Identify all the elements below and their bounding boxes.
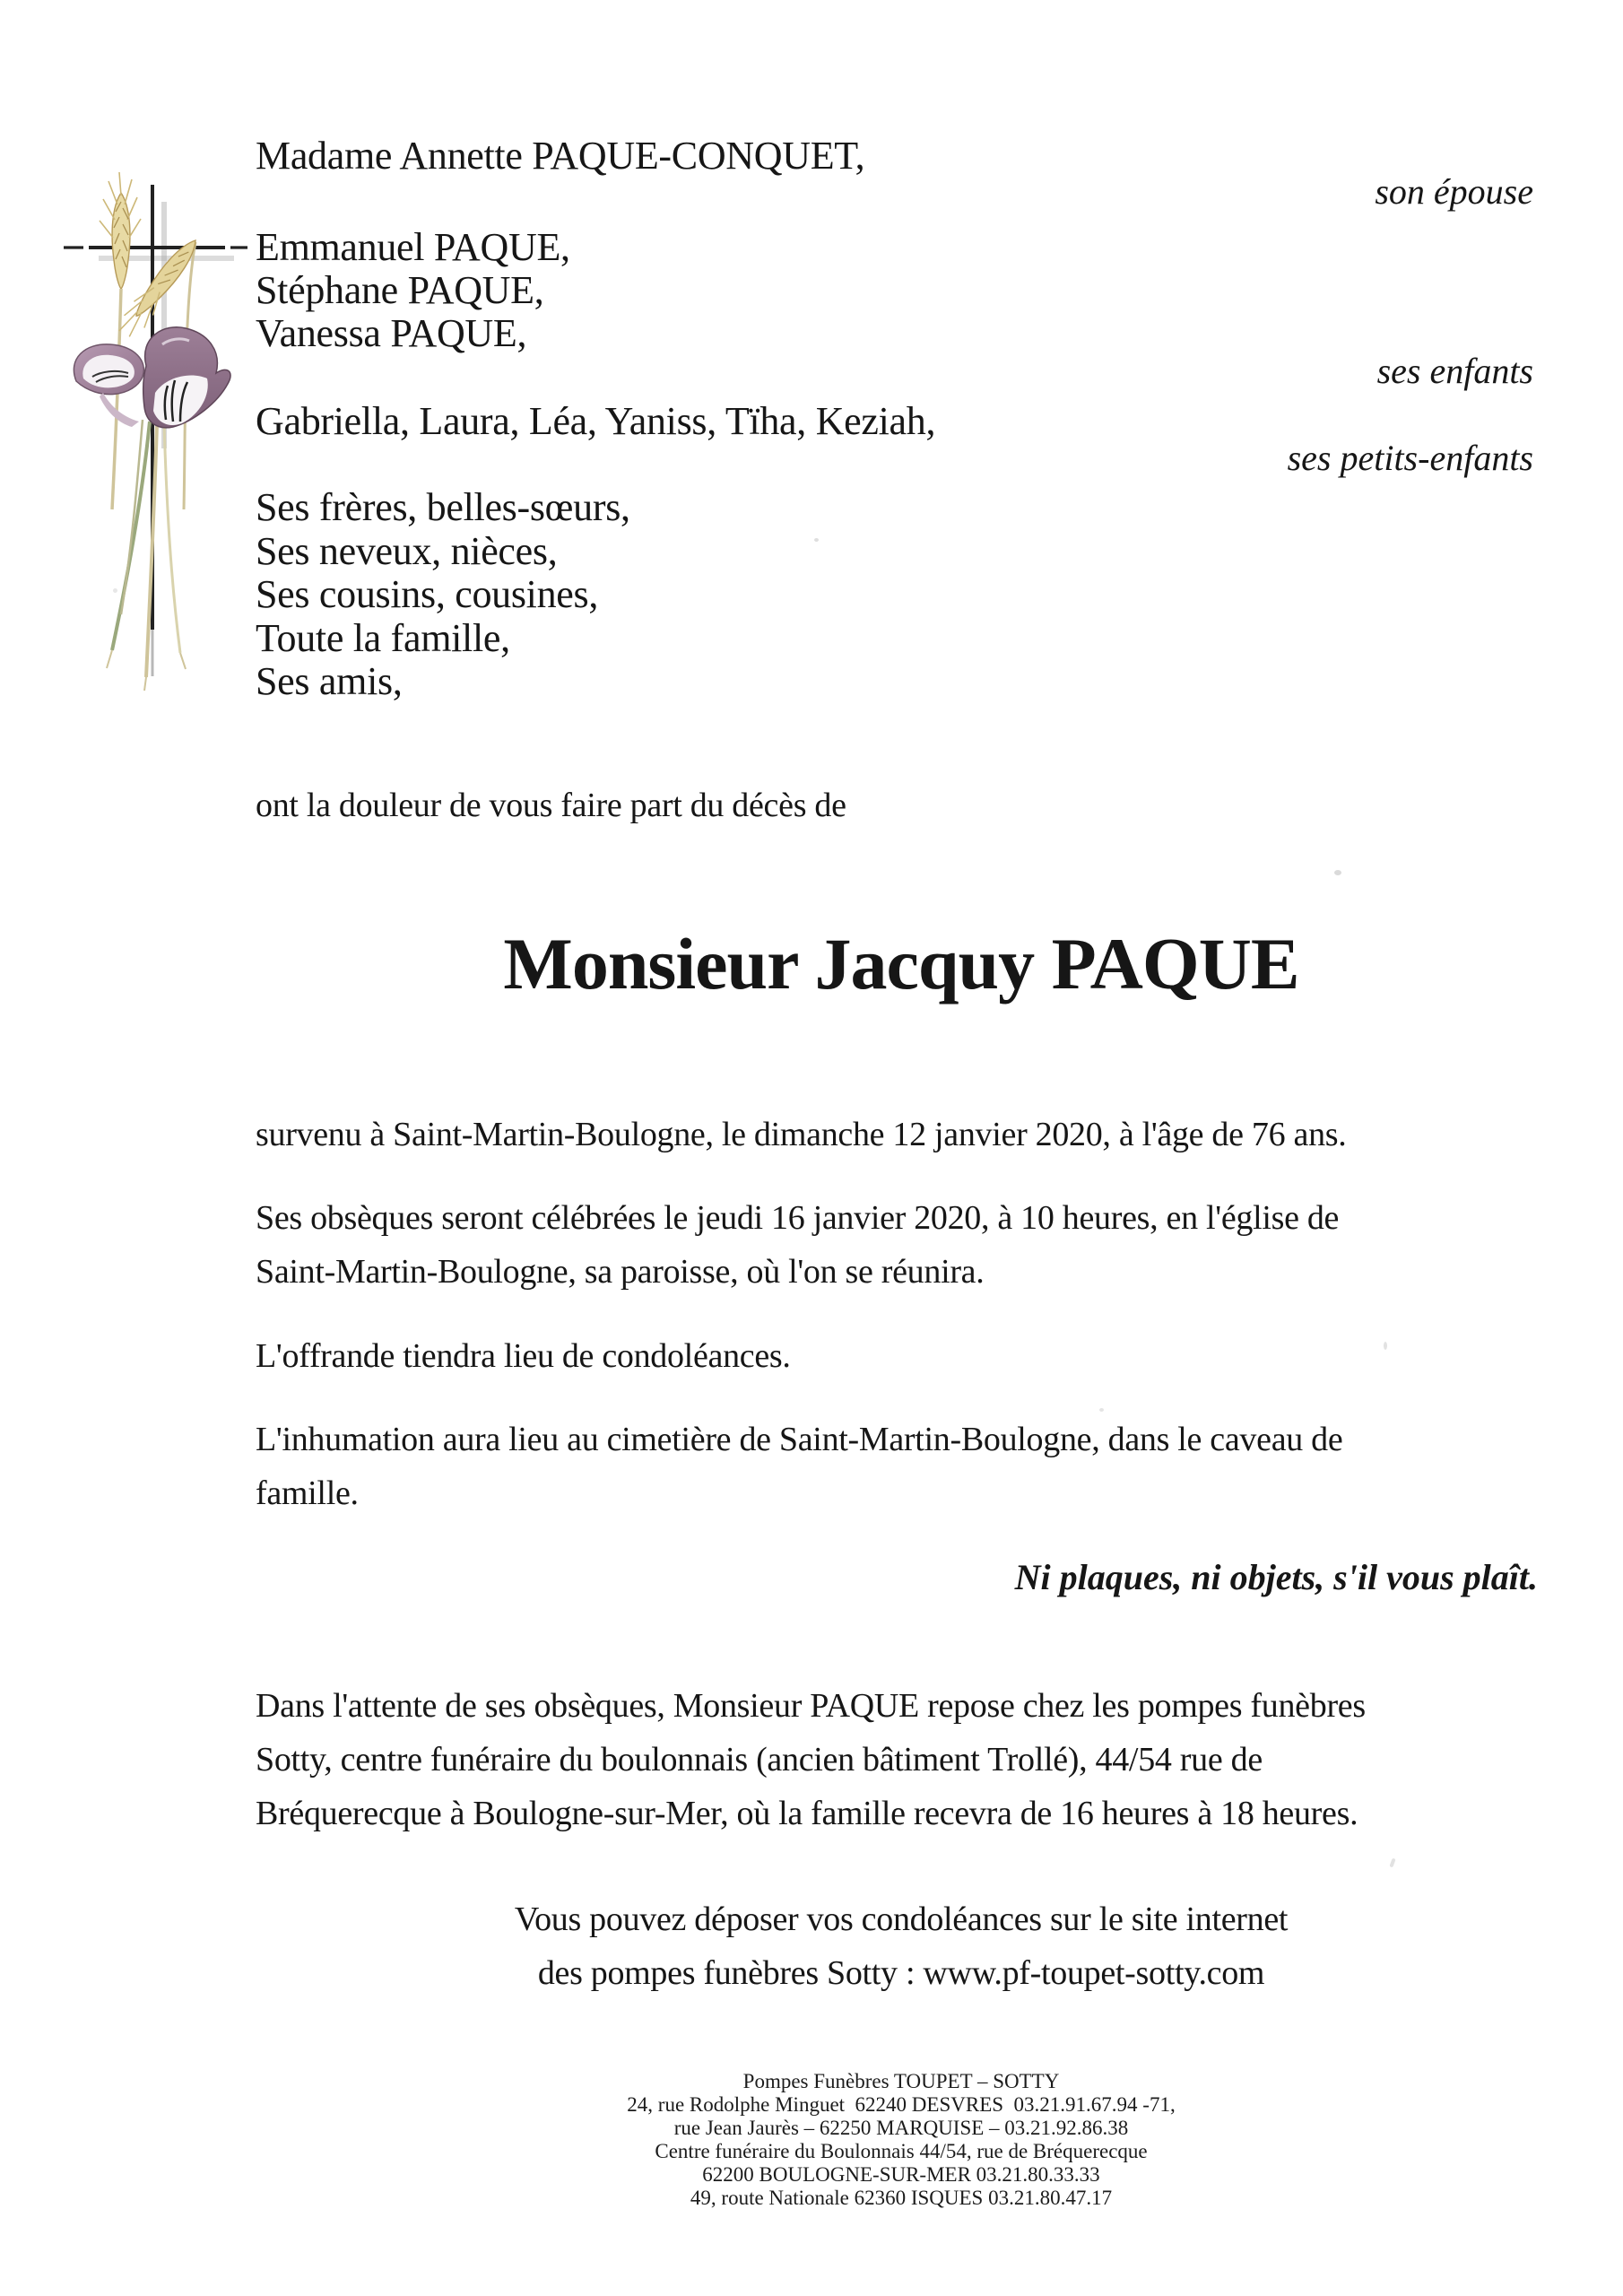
footer-line: 62200 BOULOGNE-SUR-MER 03.21.80.33.33 bbox=[702, 2163, 1100, 2186]
request-line: Ni plaques, ni objets, s'il vous plaît. bbox=[1014, 1557, 1538, 1597]
repose-line: Bréquerecque à Boulogne-sur-Mer, où la famille recevra de 16 heures à 18 heures. bbox=[256, 1795, 1358, 1832]
footer-line: Pompes Funèbres TOUPET – SOTTY bbox=[742, 2070, 1060, 2092]
scan-artifact bbox=[1334, 870, 1341, 875]
repose-line: Dans l'attente de ses obsèques, Monsieur PAQUE repose chez les pompes funèbres bbox=[256, 1687, 1366, 1725]
intro-line: ont la douleur de vous faire part du décès de bbox=[256, 787, 846, 824]
footer-line: Centre funéraire du Boulonnais 44/54, rue de Bréquerecque bbox=[655, 2140, 1148, 2162]
relation-label-children: ses enfants bbox=[1376, 351, 1533, 391]
family-line: Ses frères, belles-sœurs, bbox=[256, 485, 630, 529]
scan-artifact bbox=[1384, 1342, 1387, 1350]
footer-line: 24, rue Rodolphe Minguet 62240 DESVRES 03.21.91.67.94 -71, bbox=[627, 2093, 1176, 2116]
family-line: Ses neveux, nièces, bbox=[256, 529, 558, 573]
family-line: Madame Annette PAQUE-CONQUET, bbox=[256, 134, 865, 178]
family-line: Ses amis, bbox=[256, 659, 403, 703]
burial-line: L'inhumation aura lieu au cimetière de Saint-Martin-Boulogne, dans le caveau de bbox=[256, 1421, 1343, 1458]
scan-artifact bbox=[113, 588, 117, 593]
website-line: des pompes funèbres Sotty : www.pf-toupet-sotty.com bbox=[537, 1954, 1265, 1992]
relation-label-spouse: son épouse bbox=[1375, 171, 1533, 212]
family-line: Stéphane PAQUE, bbox=[256, 268, 544, 312]
footer-line: rue Jean Jaurès – 62250 MARQUISE – 03.21.92.86.38 bbox=[673, 2117, 1129, 2139]
scan-artifact bbox=[814, 538, 819, 542]
family-line: Ses cousins, cousines, bbox=[256, 572, 599, 616]
scan-artifact bbox=[1389, 1858, 1395, 1868]
death-line: survenu à Saint-Martin-Boulogne, le dimanche 12 janvier 2020, à l'âge de 76 ans. bbox=[256, 1116, 1347, 1153]
scan-artifact bbox=[1099, 1408, 1104, 1412]
repose-line: Sotty, centre funéraire du boulonnais (ancien bâtiment Trollé), 44/54 rue de bbox=[256, 1741, 1263, 1779]
footer-line: 49, route Nationale 62360 ISQUES 03.21.80.47.17 bbox=[690, 2187, 1113, 2209]
condolence-line: Vous pouvez déposer vos condoléances sur le site internet bbox=[514, 1900, 1289, 1938]
funeral-line: Saint-Martin-Boulogne, sa paroisse, où l'on se réunira. bbox=[256, 1253, 985, 1291]
offering-line: L'offrande tiendra lieu de condoléances. bbox=[256, 1337, 791, 1375]
funeral-home-footer bbox=[269, 2070, 1533, 2210]
family-line: Emmanuel PAQUE, bbox=[256, 225, 570, 269]
relation-label-grandchildren: ses petits-enfants bbox=[1287, 438, 1533, 478]
family-line: Gabriella, Laura, Léa, Yaniss, Tïha, Keziah, bbox=[256, 399, 936, 443]
funeral-line: Ses obsèques seront célébrées le jeudi 16 janvier 2020, à 10 heures, en l'église de bbox=[256, 1199, 1340, 1237]
burial-line: famille. bbox=[256, 1474, 359, 1512]
deceased-name: Monsieur Jacquy PAQUE bbox=[503, 923, 1299, 1004]
family-line: Vanessa PAQUE, bbox=[256, 311, 527, 355]
family-line: Toute la famille, bbox=[256, 616, 510, 660]
